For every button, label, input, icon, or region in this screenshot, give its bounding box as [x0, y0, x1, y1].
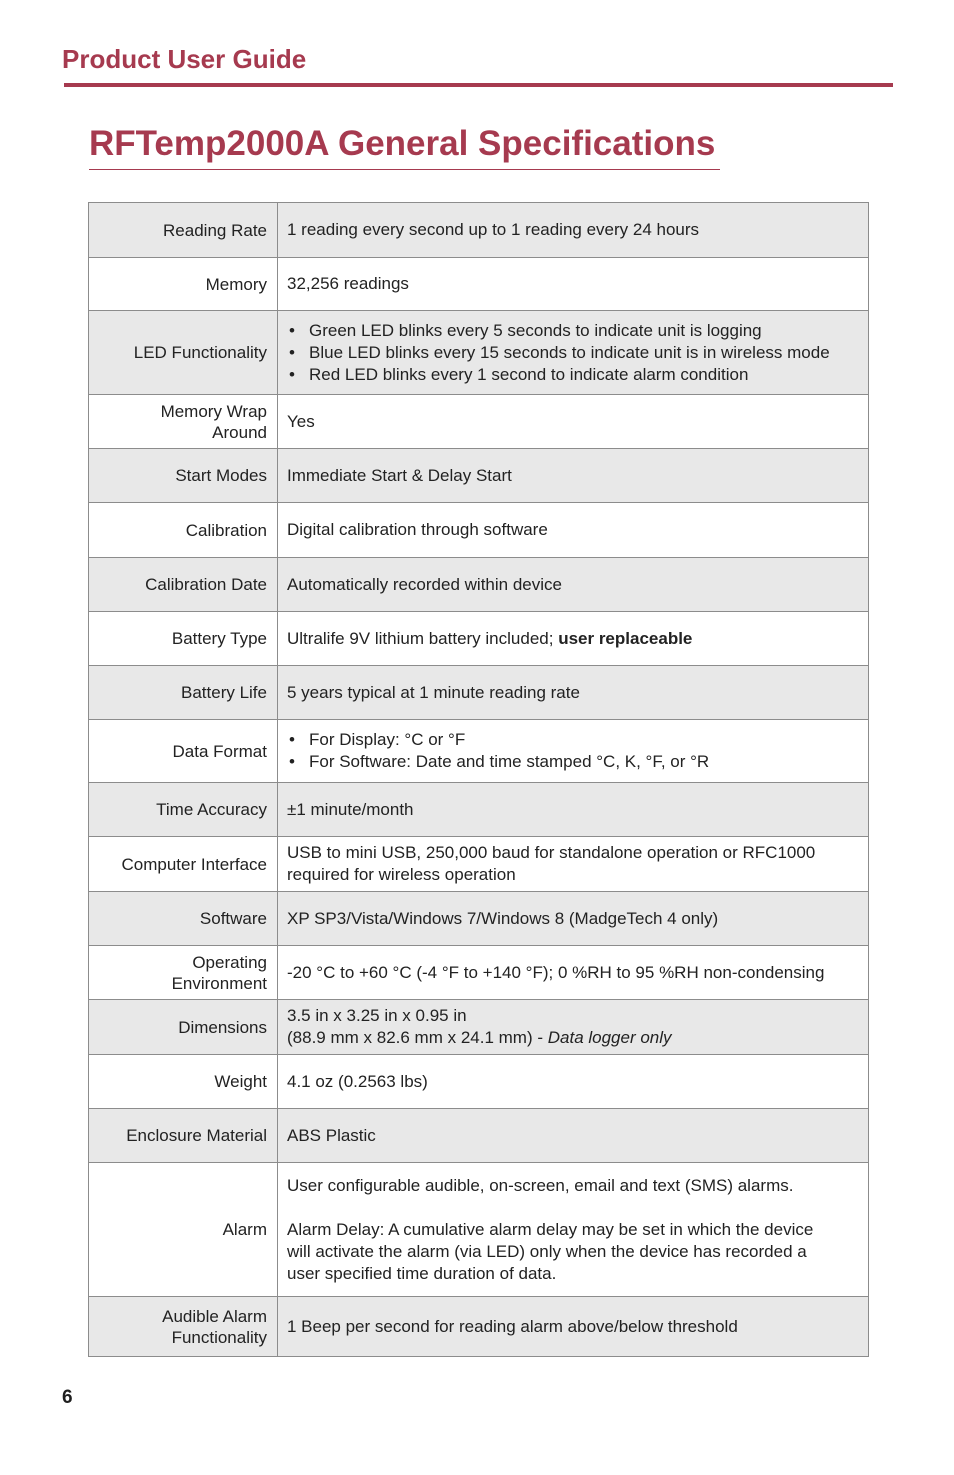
dimensions-metric: (88.9 mm x 82.6 mm x 24.1 mm) -: [287, 1028, 548, 1047]
weight-value: 4.1 oz (0.2563 lbs): [278, 1055, 869, 1109]
dimensions-note: Data logger only: [547, 1028, 672, 1047]
table-row: [89, 1163, 869, 1297]
label-line: Environment: [171, 973, 267, 993]
software-label: Software: [89, 892, 278, 946]
table-row: [89, 837, 869, 892]
table-row: [89, 946, 869, 1000]
table-row: [89, 1000, 869, 1055]
page-number: 6: [62, 1387, 73, 1408]
led-functionality-label: LED Functionality: [89, 311, 278, 395]
computer-interface-label: Computer Interface: [89, 837, 278, 892]
software-value: XP SP3/Vista/Windows 7/Windows 8 (MadgeTech 4 only): [278, 892, 869, 946]
operating-environment-label: [89, 946, 278, 1000]
reading-rate-value: 1 reading every second up to 1 reading every 24 hours: [278, 203, 869, 258]
header-rule: [64, 83, 893, 87]
value-line: USB to mini USB, 250,000 baud for standalone operation or RFC1000: [287, 843, 816, 862]
dimensions-value: [278, 1000, 869, 1055]
battery-type-text: Ultralife 9V lithium battery included;: [287, 628, 559, 648]
battery-type-value: [278, 612, 869, 666]
alarm-delay-line: will activate the alarm (via LED) only when the device has recorded a: [287, 1241, 807, 1261]
table-row: [89, 503, 869, 558]
label-line: Around: [212, 422, 267, 442]
table-row: [89, 720, 869, 783]
alarm-delay-line: user specified time duration of data.: [287, 1263, 557, 1283]
audible-alarm-label: [89, 1297, 278, 1357]
operating-environment-value: -20 °C to +60 °C (-4 °F to +140 °F); 0 %RH to 95 %RH non-condensing: [278, 946, 869, 1000]
list-item: • Green LED blinks every 5 seconds to indicate unit is logging: [287, 320, 859, 342]
list-item: • Red LED blinks every 1 second to indicate alarm condition: [287, 364, 859, 386]
calibration-date-label: Calibration Date: [89, 558, 278, 612]
start-modes-label: Start Modes: [89, 449, 278, 503]
computer-interface-value: [278, 837, 869, 892]
alarm-label: Alarm: [89, 1163, 278, 1297]
battery-life-value: 5 years typical at 1 minute reading rate: [278, 666, 869, 720]
calibration-label: Calibration: [89, 503, 278, 558]
start-modes-value: Immediate Start & Delay Start: [278, 449, 869, 503]
value-line: 3.5 in x 3.25 in x 0.95 in: [287, 1006, 467, 1025]
dimensions-label: Dimensions: [89, 1000, 278, 1055]
memory-wrap-label: [89, 395, 278, 449]
memory-label: Memory: [89, 258, 278, 311]
audible-alarm-value: 1 Beep per second for reading alarm above/below threshold: [278, 1297, 869, 1357]
table-row: [89, 1109, 869, 1163]
table-row: [89, 203, 869, 258]
label-line: Functionality: [171, 1327, 267, 1347]
list-item: • For Software: Date and time stamped °C, K, °F, or °R: [287, 751, 859, 773]
table-row: [89, 258, 869, 311]
data-format-list: [287, 729, 859, 773]
battery-life-label: Battery Life: [89, 666, 278, 720]
alarm-delay-line: Alarm Delay: A cumulative alarm delay may be set in which the device: [287, 1219, 814, 1239]
led-list: [287, 320, 859, 386]
table-row: [89, 892, 869, 946]
label-line: Operating: [192, 952, 267, 972]
enclosure-material-label: Enclosure Material: [89, 1109, 278, 1163]
data-format-label: Data Format: [89, 720, 278, 783]
table-row: [89, 1055, 869, 1109]
data-format-value: [278, 720, 869, 783]
reading-rate-label: Reading Rate: [89, 203, 278, 258]
led-functionality-value: [278, 311, 869, 395]
header-title: Product User Guide: [62, 44, 307, 74]
alarm-value: [278, 1163, 869, 1297]
paragraph-gap: [287, 1197, 859, 1219]
time-accuracy-value: ±1 minute/month: [278, 783, 869, 837]
memory-value: 32,256 readings: [278, 258, 869, 311]
label-line: Audible Alarm: [162, 1306, 267, 1326]
calibration-date-value: Automatically recorded within device: [278, 558, 869, 612]
enclosure-material-value: ABS Plastic: [278, 1109, 869, 1163]
list-item: • For Display: °C or °F: [287, 729, 859, 751]
time-accuracy-label: Time Accuracy: [89, 783, 278, 837]
battery-type-label: Battery Type: [89, 612, 278, 666]
table-row: [89, 1297, 869, 1357]
value-line: required for wireless operation: [287, 865, 516, 884]
alarm-description: User configurable audible, on-screen, email and text (SMS) alarms.: [287, 1175, 794, 1195]
title-underline: [89, 169, 720, 170]
page-title: RFTemp2000A General Specifications: [89, 124, 716, 163]
value-line: [287, 1027, 859, 1049]
table-row: [89, 783, 869, 837]
table-row: [89, 558, 869, 612]
table-row: [89, 311, 869, 395]
weight-label: Weight: [89, 1055, 278, 1109]
label-line: Memory Wrap: [160, 401, 267, 421]
battery-type-emphasis: user replaceable: [558, 628, 693, 648]
table-row: [89, 449, 869, 503]
calibration-value: Digital calibration through software: [278, 503, 869, 558]
memory-wrap-value: Yes: [278, 395, 869, 449]
specifications-table: [88, 202, 869, 1357]
table-row: [89, 395, 869, 449]
table-row: [89, 666, 869, 720]
list-item: • Blue LED blinks every 15 seconds to indicate unit is in wireless mode: [287, 342, 859, 364]
table-row: [89, 612, 869, 666]
